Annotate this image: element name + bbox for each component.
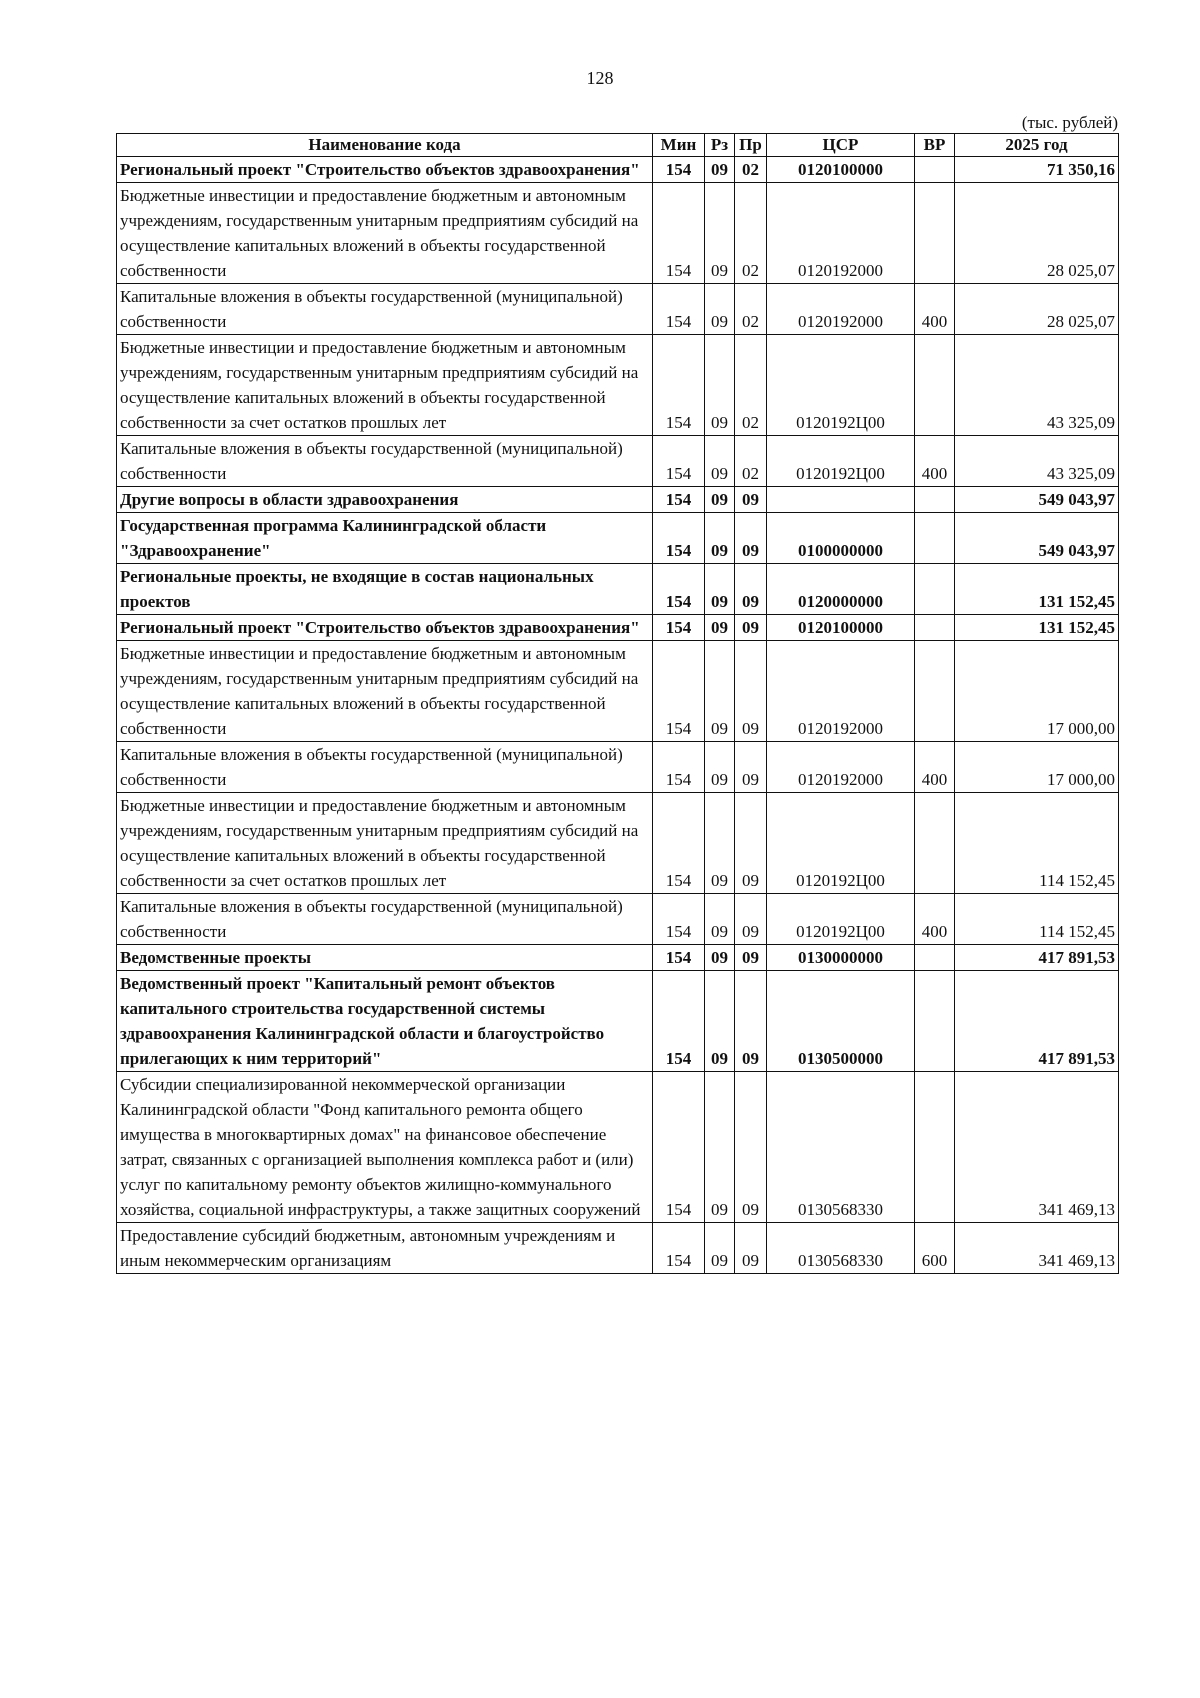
table-body bbox=[117, 157, 1119, 1274]
cell-rz: 09 bbox=[705, 894, 735, 945]
cell-min: 154 bbox=[653, 564, 705, 615]
cell-vr: 400 bbox=[915, 436, 955, 487]
cell-amount: 17 000,00 bbox=[955, 742, 1119, 793]
page-number: 128 bbox=[586, 68, 614, 88]
cell-amount: 114 152,45 bbox=[955, 793, 1119, 894]
cell-rz: 09 bbox=[705, 793, 735, 894]
cell-name: Бюджетные инвестиции и предоставление бюджетным и автономным учреждениям, государственным унитарным предприятиям субсидий на осуществление капитальных вложений в объекты государственной собственности за счет остатков прошлых лет bbox=[117, 335, 653, 436]
cell-rz: 09 bbox=[705, 284, 735, 335]
cell-csr: 0120192Ц00 bbox=[767, 793, 915, 894]
cell-pr: 09 bbox=[735, 945, 767, 971]
cell-vr bbox=[915, 945, 955, 971]
cell-vr: 600 bbox=[915, 1223, 955, 1274]
cell-name: Региональный проект "Строительство объектов здравоохранения" bbox=[117, 157, 653, 183]
table-row bbox=[117, 513, 1119, 564]
cell-pr: 09 bbox=[735, 564, 767, 615]
cell-vr bbox=[915, 615, 955, 641]
cell-rz: 09 bbox=[705, 513, 735, 564]
cell-pr: 02 bbox=[735, 183, 767, 284]
cell-amount: 17 000,00 bbox=[955, 641, 1119, 742]
cell-vr bbox=[915, 971, 955, 1072]
cell-name: Бюджетные инвестиции и предоставление бюджетным и автономным учреждениям, государственным унитарным предприятиям субсидий на осуществление капитальных вложений в объекты государственной собственности за счет остатков прошлых лет bbox=[117, 793, 653, 894]
cell-csr: 0120100000 bbox=[767, 615, 915, 641]
table-row bbox=[117, 564, 1119, 615]
cell-amount: 131 152,45 bbox=[955, 615, 1119, 641]
cell-vr bbox=[915, 793, 955, 894]
cell-rz: 09 bbox=[705, 1223, 735, 1274]
cell-csr: 0120192000 bbox=[767, 641, 915, 742]
cell-min: 154 bbox=[653, 641, 705, 742]
cell-pr: 09 bbox=[735, 487, 767, 513]
cell-csr: 0100000000 bbox=[767, 513, 915, 564]
cell-vr bbox=[915, 1072, 955, 1223]
cell-min: 154 bbox=[653, 335, 705, 436]
cell-csr: 0130000000 bbox=[767, 945, 915, 971]
cell-min: 154 bbox=[653, 513, 705, 564]
table-row bbox=[117, 615, 1119, 641]
cell-pr: 09 bbox=[735, 971, 767, 1072]
cell-rz: 09 bbox=[705, 183, 735, 284]
cell-name: Субсидии специализированной некоммерческой организации Калининградской области "Фонд капитального ремонта общего имущества в многоквартирных домах" на финансовое обеспечение затрат, связанных с организацией выполнения комплекса работ и (или) услуг по капитальному ремонту объектов жилищно-коммунального хозяйства, социальной инфраструктуры, а также защитных сооружений bbox=[117, 1072, 653, 1223]
table-row bbox=[117, 793, 1119, 894]
header-vr: ВР bbox=[915, 134, 955, 157]
cell-name: Ведомственные проекты bbox=[117, 945, 653, 971]
cell-csr: 0120192Ц00 bbox=[767, 436, 915, 487]
cell-amount: 71 350,16 bbox=[955, 157, 1119, 183]
cell-rz: 09 bbox=[705, 436, 735, 487]
table-row bbox=[117, 971, 1119, 1072]
header-min: Мин bbox=[653, 134, 705, 157]
cell-pr: 09 bbox=[735, 793, 767, 894]
cell-csr: 0130500000 bbox=[767, 971, 915, 1072]
cell-name: Ведомственный проект "Капитальный ремонт объектов капитального строительства государственной системы здравоохранения Калининградской области и благоустройство прилегающих к ним территорий" bbox=[117, 971, 653, 1072]
cell-csr bbox=[767, 487, 915, 513]
table-row bbox=[117, 1072, 1119, 1223]
cell-amount: 114 152,45 bbox=[955, 894, 1119, 945]
table-row bbox=[117, 894, 1119, 945]
cell-rz: 09 bbox=[705, 487, 735, 513]
cell-rz: 09 bbox=[705, 1072, 735, 1223]
cell-amount: 43 325,09 bbox=[955, 436, 1119, 487]
cell-pr: 02 bbox=[735, 157, 767, 183]
cell-vr: 400 bbox=[915, 894, 955, 945]
cell-vr bbox=[915, 487, 955, 513]
cell-name: Бюджетные инвестиции и предоставление бюджетным и автономным учреждениям, государственным унитарным предприятиям субсидий на осуществление капитальных вложений в объекты государственной собственности bbox=[117, 183, 653, 284]
cell-pr: 09 bbox=[735, 641, 767, 742]
table-row bbox=[117, 1223, 1119, 1274]
table-row bbox=[117, 436, 1119, 487]
cell-vr bbox=[915, 564, 955, 615]
cell-pr: 02 bbox=[735, 335, 767, 436]
cell-min: 154 bbox=[653, 1223, 705, 1274]
header-csr: ЦСР bbox=[767, 134, 915, 157]
cell-amount: 417 891,53 bbox=[955, 945, 1119, 971]
cell-csr: 0120192Ц00 bbox=[767, 335, 915, 436]
cell-min: 154 bbox=[653, 894, 705, 945]
cell-pr: 09 bbox=[735, 742, 767, 793]
cell-pr: 02 bbox=[735, 436, 767, 487]
cell-vr bbox=[915, 335, 955, 436]
cell-rz: 09 bbox=[705, 564, 735, 615]
cell-amount: 341 469,13 bbox=[955, 1072, 1119, 1223]
cell-name: Капитальные вложения в объекты государственной (муниципальной) собственности bbox=[117, 894, 653, 945]
cell-min: 154 bbox=[653, 183, 705, 284]
cell-csr: 0120192000 bbox=[767, 183, 915, 284]
cell-pr: 09 bbox=[735, 894, 767, 945]
cell-pr: 09 bbox=[735, 615, 767, 641]
table-header-row bbox=[117, 134, 1119, 157]
cell-rz: 09 bbox=[705, 742, 735, 793]
cell-pr: 09 bbox=[735, 1223, 767, 1274]
cell-name: Капитальные вложения в объекты государственной (муниципальной) собственности bbox=[117, 284, 653, 335]
cell-rz: 09 bbox=[705, 335, 735, 436]
cell-csr: 0120192000 bbox=[767, 284, 915, 335]
units-note: (тыс. рублей) bbox=[1021, 113, 1118, 132]
cell-min: 154 bbox=[653, 945, 705, 971]
cell-name: Бюджетные инвестиции и предоставление бюджетным и автономным учреждениям, государственным унитарным предприятиям субсидий на осуществление капитальных вложений в объекты государственной собственности bbox=[117, 641, 653, 742]
cell-vr bbox=[915, 641, 955, 742]
cell-amount: 341 469,13 bbox=[955, 1223, 1119, 1274]
header-name: Наименование кода bbox=[117, 134, 653, 157]
cell-vr bbox=[915, 157, 955, 183]
cell-min: 154 bbox=[653, 284, 705, 335]
cell-csr: 0120192Ц00 bbox=[767, 894, 915, 945]
cell-name: Капитальные вложения в объекты государственной (муниципальной) собственности bbox=[117, 436, 653, 487]
table-row bbox=[117, 742, 1119, 793]
cell-amount: 131 152,45 bbox=[955, 564, 1119, 615]
cell-rz: 09 bbox=[705, 971, 735, 1072]
table-row bbox=[117, 183, 1119, 284]
cell-vr bbox=[915, 513, 955, 564]
cell-rz: 09 bbox=[705, 641, 735, 742]
cell-csr: 0120000000 bbox=[767, 564, 915, 615]
cell-name: Государственная программа Калининградской области "Здравоохранение" bbox=[117, 513, 653, 564]
table-row bbox=[117, 641, 1119, 742]
budget-table bbox=[116, 133, 1119, 1274]
cell-csr: 0120192000 bbox=[767, 742, 915, 793]
cell-min: 154 bbox=[653, 971, 705, 1072]
cell-pr: 09 bbox=[735, 513, 767, 564]
cell-min: 154 bbox=[653, 793, 705, 894]
cell-amount: 549 043,97 bbox=[955, 487, 1119, 513]
cell-name: Предоставление субсидий бюджетным, автономным учреждениям и иным некоммерческим организациям bbox=[117, 1223, 653, 1274]
cell-name: Капитальные вложения в объекты государственной (муниципальной) собственности bbox=[117, 742, 653, 793]
cell-min: 154 bbox=[653, 615, 705, 641]
cell-amount: 417 891,53 bbox=[955, 971, 1119, 1072]
cell-amount: 43 325,09 bbox=[955, 335, 1119, 436]
cell-rz: 09 bbox=[705, 615, 735, 641]
cell-pr: 02 bbox=[735, 284, 767, 335]
table-row bbox=[117, 157, 1119, 183]
cell-csr: 0130568330 bbox=[767, 1223, 915, 1274]
cell-min: 154 bbox=[653, 1072, 705, 1223]
cell-min: 154 bbox=[653, 436, 705, 487]
table-row bbox=[117, 335, 1119, 436]
cell-rz: 09 bbox=[705, 157, 735, 183]
cell-amount: 28 025,07 bbox=[955, 284, 1119, 335]
cell-min: 154 bbox=[653, 742, 705, 793]
cell-csr: 0130568330 bbox=[767, 1072, 915, 1223]
cell-name: Другие вопросы в области здравоохранения bbox=[117, 487, 653, 513]
cell-csr: 0120100000 bbox=[767, 157, 915, 183]
cell-vr: 400 bbox=[915, 284, 955, 335]
cell-name: Региональные проекты, не входящие в состав национальных проектов bbox=[117, 564, 653, 615]
cell-amount: 28 025,07 bbox=[955, 183, 1119, 284]
cell-pr: 09 bbox=[735, 1072, 767, 1223]
header-rz: Рз bbox=[705, 134, 735, 157]
cell-min: 154 bbox=[653, 157, 705, 183]
cell-name: Региональный проект "Строительство объектов здравоохранения" bbox=[117, 615, 653, 641]
cell-rz: 09 bbox=[705, 945, 735, 971]
cell-vr bbox=[915, 183, 955, 284]
table-row bbox=[117, 945, 1119, 971]
table-row bbox=[117, 284, 1119, 335]
cell-min: 154 bbox=[653, 487, 705, 513]
table-row bbox=[117, 487, 1119, 513]
cell-amount: 549 043,97 bbox=[955, 513, 1119, 564]
header-pr: Пр bbox=[735, 134, 767, 157]
header-amount: 2025 год bbox=[955, 134, 1119, 157]
cell-vr: 400 bbox=[915, 742, 955, 793]
